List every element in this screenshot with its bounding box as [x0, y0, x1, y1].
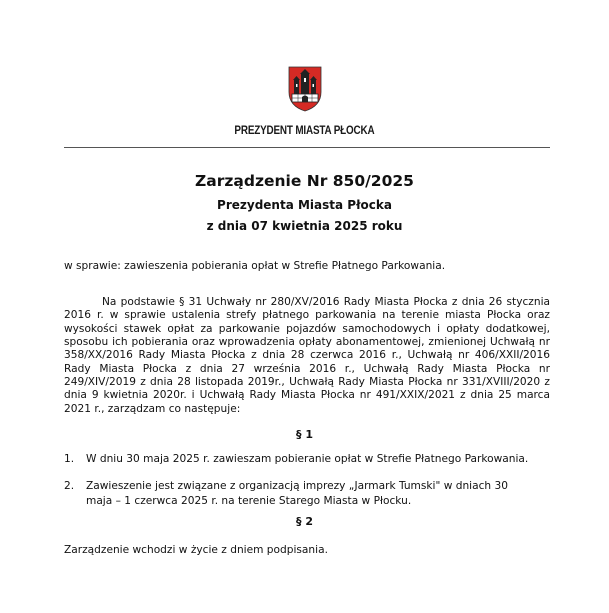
list-item-number: 2.: [64, 480, 75, 492]
list-item: [64, 479, 550, 509]
section-1-list-2: [64, 479, 550, 509]
coat-of-arms-icon: [288, 66, 322, 112]
list-item-text: W dniu 30 maja 2025 r. zawieszam pobieranie opłat w Strefie Płatnego Parkowania.: [86, 453, 529, 465]
document-title: Zarządzenie Nr 850/2025: [195, 172, 414, 190]
legal-basis-paragraph: Na podstawie § 31 Uchwały nr 280/XV/2016 Rady Miasta Płocka z dnia 26 stycznia 2016 r. w sprawie ustalenia strefy płatnego parkowania na terenie miasta Płocka oraz wysokości stawek opłat za parkowanie pojazdów samochodowych i opłaty dodatkowej, sposobu ich pobierania oraz wprowadzenia opłaty abonamentowej, zmienionej Uchwałą nr 358/XX/2016 Rady Miasta Płocka z dnia 28 czerwca 2016 r., Uchwałą nr 406/XXII/2016 Rady Miasta Płocka z dnia 27 września 2016 r., Uchwałą Rady Miasta Płocka nr 249/XIV/2019 z dnia 28 listopada 2019r., Uchwałą Rady Miasta Płocka nr 331/XVIII/2020 z dnia 9 kwietnia 2020r. i Uchwałą Rady Miasta Płocka nr 491/XXIX/2021 z dnia 25 marca 2021 r., zarządzam co następuje:: [64, 296, 550, 415]
section-2-heading: § 2: [296, 515, 313, 528]
document-subject: w sprawie: zawieszenia pobierania opłat w Strefie Płatnego Parkowania.: [64, 260, 446, 272]
issuing-authority: PREZYDENT MIASTA PŁOCKA: [234, 125, 375, 137]
list-item-number: 1.: [64, 453, 75, 465]
document-issuer: Prezydenta Miasta Płocka: [217, 198, 392, 212]
section-1-list: [64, 452, 550, 467]
document-date: z dnia 07 kwietnia 2025 roku: [206, 219, 403, 233]
section-1-heading: § 1: [296, 428, 313, 441]
section-2-text: Zarządzenie wchodzi w życie z dniem podpisania.: [64, 544, 328, 556]
list-item: [64, 452, 550, 467]
list-item-text: Zawieszenie jest związane z organizacją imprezy „Jarmark Tumski" w dniach 30 maja – 1 czerwca 2025 r. na terenie Starego Miasta w Płocku.: [86, 480, 508, 507]
header-divider: [64, 147, 550, 148]
